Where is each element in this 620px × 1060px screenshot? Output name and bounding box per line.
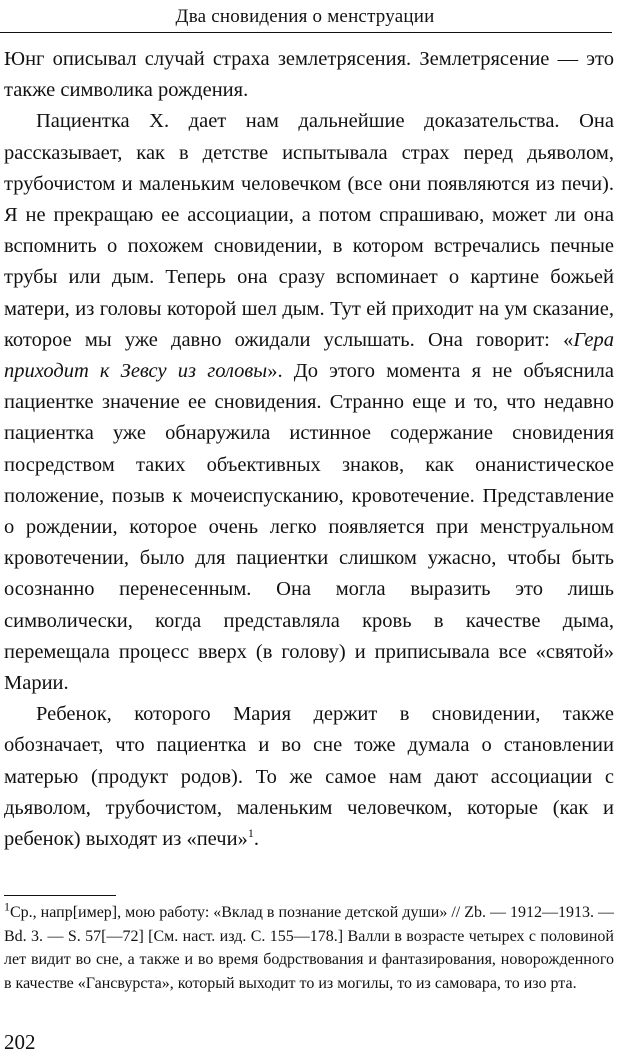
paragraph-2-text-b: ». До этого момента я не объяснила пациентке значение ее сновидения. Странно еще и то, что недавно пациентка уже обнаружила истинное содержание сновидения посредством таких объективных знаков, как онанистическое положение, позыв к мочеиспусканию, кровотечение. Представление о рождении, которое очень легко появляется при менструальном кровотечении, было для пациентки слишком ужасно, чтобы быть осознанно перенесенным. Она могла выразить это лишь символически, когда представляла кровь в качестве дыма, перемещала процесс вверх (в голову) и приписывала все «святой» Марии. bbox=[4, 360, 614, 695]
paragraph-2 bbox=[4, 106, 614, 699]
body-text bbox=[4, 44, 614, 855]
paragraph-3-text: Ребенок, которого Мария держит в сновидении, также обозначает, что пациентка и во сне тоже думала о становлении матерью (продукт родов). То же самое нам дают ассоциации с дьяволом, трубочистом, маленьким человечком, которые (как и ребенок) выходят из «печи» bbox=[4, 703, 614, 851]
page-number: 202 bbox=[4, 1030, 36, 1054]
footnote-text: Ср., напр[имер], мою работу: «Вклад в познание детской души» // Zb. — 1912—1913. — Bd. 3. — S. 57[—72] [См. наст. изд. С. 155—178.] Валли в возрасте четырех с половиной лет видит во сне, а также и во время бодрствования и фантазирования, новорожденного в качестве «Гансвурста», который выходит то из могилы, то из самовара, то изо рта. bbox=[4, 904, 614, 992]
footnote-marker: 1 bbox=[4, 899, 10, 914]
paragraph-3: Ребенок, которого Мария держит в сновидении, также обозначает, что пациентка и во сне тоже думала о становлении матерью (продукт родов). То же самое нам дают ассоциации с дьяволом, трубочистом, маленьким человечком, которые (как и ребенок) выходят из «печи»$^1$. bbox=[4, 703, 614, 851]
footnote-reference: 1 bbox=[247, 826, 254, 841]
myth-quote: Гера приходит к Зевсу из головы bbox=[4, 328, 614, 383]
paragraph-1: Юнг описывал случай страха землетрясения. Землетрясение — это также символика рождения. bbox=[4, 48, 614, 102]
paragraph-2-text-a: Пациентка X. дает нам дальнейшие доказательства. Она рассказывает, как в детстве испытывала страх перед дьяволом, трубочистом и маленьким человечком (все они появляются из печи). Я не прекращаю ее ассоциации, а потом спрашиваю, может ли она вспомнить о похожем сновидении, в котором встречались печные трубы или дым. Теперь она сразу вспоминает о картине божьей матери, из головы которой шел дым. Тут ей приходит на ум сказание, которое мы уже давно ожидали услышать. Она говорит: « bbox=[4, 110, 614, 351]
running-head: Два сновидения о менструации bbox=[175, 6, 435, 27]
footnote bbox=[4, 901, 614, 995]
header-rule bbox=[0, 32, 612, 33]
footnote-rule bbox=[4, 895, 116, 896]
